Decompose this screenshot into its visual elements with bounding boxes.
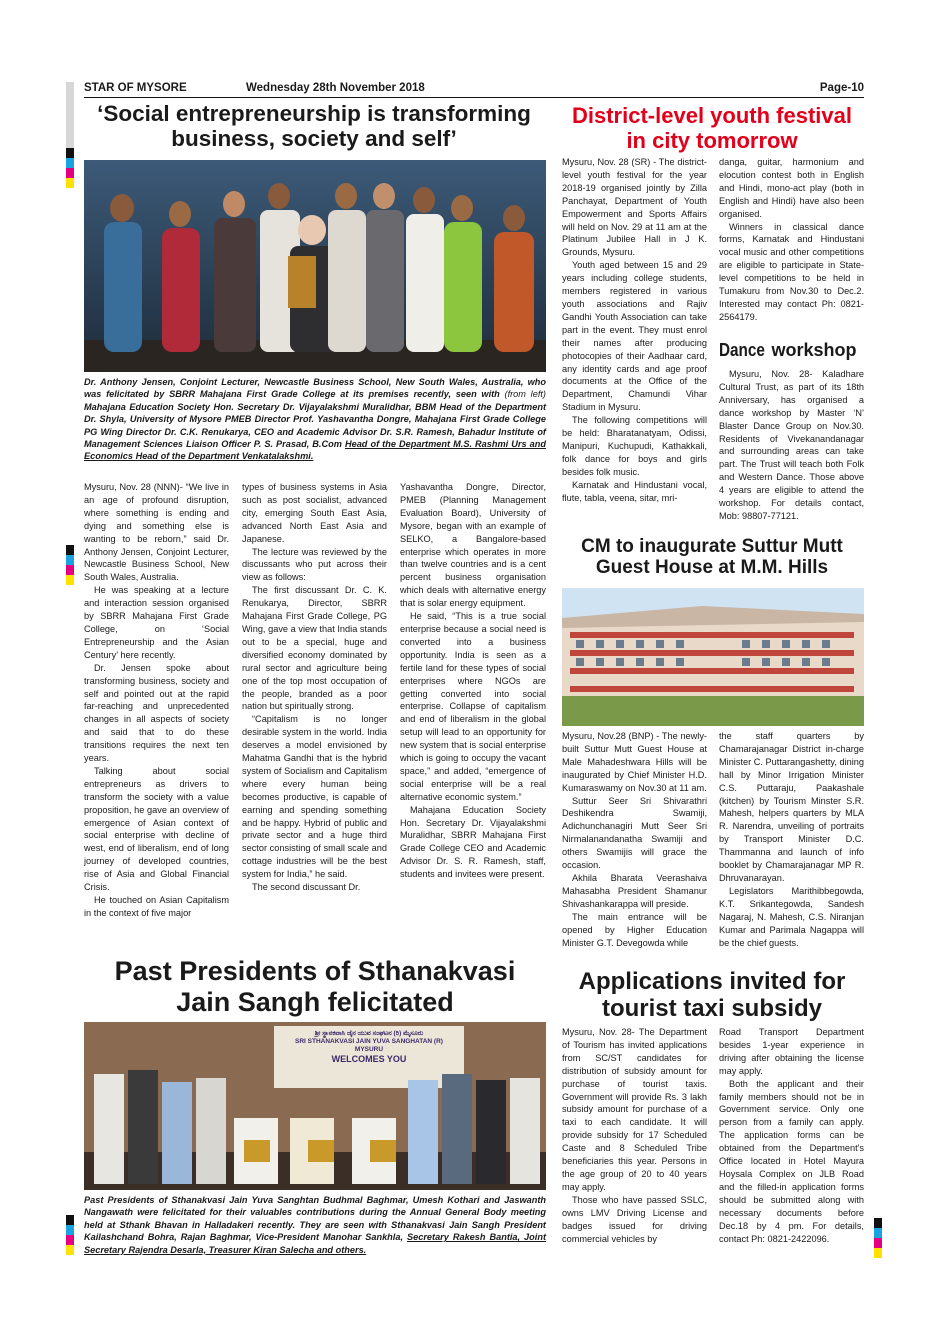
headline-line-1: CM to inaugurate Suttur Mutt bbox=[581, 536, 843, 557]
headline-line-2: Jain Sangh felicitated bbox=[176, 986, 454, 1017]
caption-part-4: Head of the Department M.S. Rashmi Urs and Economics Head of the Department Venkatalakshmi. bbox=[84, 439, 546, 462]
banner-line-1: ಶ್ರೀ ಸ್ಥಾನಕವಾಸಿ ಜೈನ ಯುವ ಸಂಘಟನ (ರಿ) ಮೈಸೂರು bbox=[314, 1030, 424, 1037]
paragraph: He touched on Asian Capitalism in the context of five major bbox=[84, 895, 229, 918]
banner-line-4: WELCOMES YOU bbox=[331, 1054, 407, 1064]
caption-part-1: Dr. Anthony Jensen, Conjoint Lecturer, Newcastle Business School, New South Wales, Australia, who was felicitated by SBRR Mahajana First Grade College at its premises recently, seen with bbox=[84, 377, 546, 400]
paragraph: Road Transport Department besides 1-year experience in driving after obtaining the license may apply. bbox=[719, 1027, 864, 1076]
photo-caption-college bbox=[84, 376, 546, 463]
paragraph: Suttur Seer Sri Shivarathri Deshikendra Swamiji, Adichunchanagiri Mutt Seer Sri Nirmalanandanatha Swamiji and others Swamijis will grace the occasion. bbox=[562, 795, 707, 871]
headline-word-2: workshop bbox=[771, 340, 857, 360]
article4-column-2 bbox=[719, 730, 864, 949]
paragraph: The lecture was reviewed by the discussants who put across their view as follows: bbox=[242, 546, 387, 583]
article4-column-1 bbox=[562, 730, 707, 949]
headline-line-1: ‘Social entrepreneurship is transforming bbox=[97, 101, 531, 126]
headline-line-1: District-level youth festival bbox=[572, 103, 852, 128]
registration-marks-middle bbox=[66, 545, 74, 585]
headline-dance-workshop bbox=[719, 340, 864, 361]
banner-line-3: MYSURU bbox=[354, 1046, 384, 1053]
paragraph: The main entrance will be opened by Higher Education Minister G.T. Devegowda while bbox=[562, 911, 707, 948]
paragraph: Legislators Marithibbegowda, K.T. Srikantegowda, Sandesh Nagaraj, N. Mahesh, C.S. Niranjan Kumar and Parimala Nagappa will be the chief guests. bbox=[719, 885, 864, 948]
group-photo-illustration bbox=[84, 160, 546, 372]
headline-line-2: business, society and self’ bbox=[171, 126, 457, 152]
paragraph: Karnatak and Hindustani vocal, flute, tabla, veena, sitar, mri- bbox=[562, 479, 707, 503]
paragraph: Mysuru, Nov. 28- The Department of Tourism has invited applications from SC/ST candidates for distribution of subsidy amount for purchase of tourist taxis. Government will provide Rs. 3 lakh subsidy amount for purchase of a taxi to each candidate. It will provide subsidy for 17 Scheduled Caste and 8 Scheduled Tribe beneficiaries this year. Persons in the age group of 20 to 40 years may apply. bbox=[562, 1027, 707, 1192]
paragraph: He said, “This is a true social enterprise because a social need is converted into a business opportunity. India is seen as a fertile land for these types of social enterprises where NGOs are getting converted into social enterprise. Collapse of capitalism and end of liberalism in the global setup will lead to an opportunity for new system that is social enterprise which is going to occupy the vacant space,” and added, “emergence of social enterprise will be a real alternative economic system.” bbox=[400, 611, 546, 802]
headline-line-2: in city tomorrow bbox=[626, 127, 798, 153]
banner-line-2: SRI STHANAKVASI JAIN YUVA SANGHATAN (R) bbox=[295, 1038, 443, 1045]
article1-column-1 bbox=[84, 481, 229, 920]
paragraph: He was speaking at a lecture and interaction session organised by SBRR Mahajana First Grade College, on ‘Social Entrepreneurship and the Asian Century’ here recently. bbox=[84, 585, 229, 660]
group-photo-jain-sangh bbox=[84, 1022, 546, 1190]
registration-marks-bottom bbox=[66, 1215, 74, 1255]
paragraph: Mysuru, Nov. 28- Kaladhare Cultural Trust, as part of its 18th Anniversary, has organised a dance workshop by Master ‘N’ Blaster Dance Group on Nov.30. Residents of Vivekanandanagar and surrounding areas can take part. The Trust will teach both Folk and Western Dance. Those above 4 years are eligible to attend the workshop. For details contact, Mob: 98807-77121. bbox=[719, 369, 864, 521]
article2-column-2 bbox=[719, 156, 864, 324]
paragraph: Mahajana Education Society Hon. Secretary Dr. Vijayalakshmi Muralidhar, SBRR Mahajana First Grade College CEO and Academic Advisor Dr. S. R. Ramesh, staff, students and invitees were present. bbox=[400, 804, 546, 880]
paragraph: Youth aged between 15 and 29 years including college students, members registered in various youth associations and Rajiv Gandhi Youth Association can take part in the event. They must enrol their names after producing photocopies of their Aadhaar card, any identity cards and age proof documents at the Office of the Department, Chamundi Vihar Stadium in Mysuru. bbox=[562, 260, 707, 413]
paragraph: Mysuru, Nov.28 (BNP) - The newly-built Suttur Mutt Guest House at Male Mahadeshwara Hills will be inaugurated by Chief Minister H.D. Kumaraswamy on Nov.30 at 11 am. bbox=[562, 731, 707, 793]
article1-column-2 bbox=[242, 481, 387, 894]
article6-column-2 bbox=[719, 1026, 864, 1245]
paragraph: Dr. Jensen spoke about transforming business, society and self and pointed out at the rapid far-reaching and unprecedented changes in all aspects of society and said that to do these transitions requires the next ten years. bbox=[84, 662, 229, 764]
headline-line-2: Guest House at M.M. Hills bbox=[595, 557, 829, 579]
caption-part-2: Secretary Rakesh Bantia, Joint Secretary Rajendra Desarla, Treasurer Kiran Salecha and others. bbox=[84, 1232, 547, 1255]
caption-part-2: (from left) bbox=[504, 389, 546, 400]
headline-jain-sangh bbox=[84, 956, 546, 1017]
paper-name: STAR OF MYSORE bbox=[84, 82, 187, 94]
headline-tourist-taxi bbox=[557, 968, 867, 1022]
issue-date: Wednesday 28th November 2018 bbox=[246, 82, 425, 94]
paragraph: Yashavantha Dongre, Director, PMEB (Planning Management Evaluation Board), University of Mysore, began with an example of SELKO, a Bangalore-based enterprise which operates in more than twelve countries and is a cent percent business organisation which deals with alternative energy that is solar energy equipment. bbox=[400, 482, 546, 609]
article6-column-1 bbox=[562, 1026, 707, 1245]
headline-line-1: Past Presidents of Sthanakvasi bbox=[114, 956, 516, 986]
article1-column-3 bbox=[400, 481, 546, 881]
paragraph: The second discussant Dr. bbox=[252, 882, 361, 893]
article3-body bbox=[719, 368, 864, 523]
paragraph: the staff quarters by Chamarajanagar District in-charge Minister C. Puttarangashetty, dining hall by Minor Irrigation Minister C.S. Puttaraju, Paakashale (kitchen) by Tourism Minster S.R. Mahesh, helpers quarters by MLA R. Narendra, unveiling of portraits by Transport Minister D.C. Thammanna and launch of info booklet by Chamarajanagar MP R. Dhruvanarayan. bbox=[719, 731, 864, 883]
headline-word-1: Dance bbox=[719, 340, 765, 360]
paragraph: Both the applicant and their family members should not be in Government service. Only one person from a family can apply. The application forms can be obtained from the Department's Office located in Hotel Mayura Hoysala Complex on JLB Road and the filled-in application forms should be submitted along with necessary documents before Dec.18 by 4 pm. For details, contact Ph: 0821-2422096. bbox=[719, 1078, 864, 1244]
headline-suttur-mutt bbox=[557, 536, 867, 579]
headline-line-2: tourist taxi subsidy bbox=[601, 995, 823, 1023]
guest-house-illustration bbox=[562, 588, 864, 726]
paragraph: The first discussant Dr. C. K. Renukarya, Director, SBRR Mahajana First Grade College, PG Wing, gave a view that India stands out to be a special, huge and diversified economy dominated by rural sector and agriculture being one of the top most occupation of the people, branded as a poor nation but spiritually strong. bbox=[242, 585, 387, 712]
photo-caption-jain-sangh bbox=[84, 1194, 546, 1256]
page-number: Page-10 bbox=[819, 82, 864, 94]
article2-column-1 bbox=[562, 156, 707, 504]
headline-youth-festival bbox=[557, 104, 867, 154]
registration-marks-right bbox=[874, 1218, 882, 1258]
paragraph: Akhila Bharata Veerashaiva Mahasabha President Shamanur Shivashankarappa will preside. bbox=[562, 872, 707, 909]
caption-part-3: Mahajana Education Society Hon. Secretary Dr. Vijayalakshmi Muralidhar, BBM Head of the Department Dr. Shyla, University of Mysore PMEB Director Prof. Yashavantha Dongre, Mahajana First Grade College PG Wing Director Dr. C.K. Renukarya, CEO and Academic Advisor Dr. S.R. Ramesh, Bahadur Institute of Management Sciences Liaison Officer P. S. Prasad, B.Com bbox=[84, 401, 546, 450]
paragraph: Mysuru, Nov. 28 (SR) - The district-level youth festival for the year 2018-19 organised jointly by Zilla Panchayat, Department of Youth Empowerment and Sports Affairs will held on Nov. 29 at 11 am at the Platinum Jubilee Hall in J K. Grounds, Mysuru. bbox=[562, 157, 707, 258]
group-photo-college bbox=[84, 160, 546, 372]
paragraph: Talking about social entrepreneurs as drivers to transform the society with a value proposition, he gave an overview of emergence of Asian context of social enterprise with decline of west, end of liberalism, end of long journey of developed countries, rise of Asia and Global Financial Crisis. bbox=[84, 765, 229, 893]
masthead bbox=[84, 82, 864, 98]
paragraph: The following competitions will be held: Bharatanatyam, Odissi, Manipuri, Kuchupudi, Kathakkali, folk dance for boys and girls besides folk music. bbox=[562, 415, 707, 477]
masthead-rule bbox=[84, 97, 864, 98]
photo-guest-house bbox=[562, 588, 864, 726]
paragraph: Those who have passed SSLC, owns LMV Driving License and badges issued for driving commercial vehicles by bbox=[562, 1194, 707, 1244]
headline-line-1: Applications invited for bbox=[578, 968, 846, 995]
registration-marks-top bbox=[66, 82, 74, 188]
paragraph: Mysuru, Nov. 28 (NNN)- “We live in an age of profound disruption, where something is ending and dying and something else is wanting to be reborn,” said Dr. Anthony Jensen, Conjoint Lecturer, Newcastle Business School, New South Wales, Australia. bbox=[84, 482, 229, 583]
caption-part-1: Past Presidents of Sthanakvasi Jain Yuva Sanghtan Budhmal Baghmar, Umesh Kothari and Jaswanth Nangawath were felicitated for their valuables contributions during the Annual General Body meeting held at Sthank Bhavan in Halladakeri recently. They are seen with Sthanakvasi Jain Sangh President Kailashchand Bohra, Rajan Baghmar, Vice-President Manohar Sankhla, bbox=[84, 1195, 546, 1243]
paragraph: “Capitalism is no longer desirable system in the world. India deserves a model envisioned by Mahatma Gandhi that is the hybrid system of Socialism and Capitalism where every human being becomes productive, is capable of earning and spending something and be happy. Hybrid of public and private sector and a huge third sector consisting of small scale and cottage industries will be the best system for India,” he said. bbox=[242, 714, 387, 880]
paragraph: Winners in classical dance forms, Karnatak and Hindustani vocal music and other competitions are eligible to participate in State-level competitions to be held in Tumakuru from Nov.30 to Dec.2. Interested may contact Ph: 0821-2564179. bbox=[719, 221, 864, 322]
paragraph: types of business systems in Asia such as post socialist, advanced city, emerging South East Asia, advanced North East Asia and Japanese. bbox=[242, 482, 387, 544]
paragraph: danga, guitar, harmonium and elocution contest both in English and Hindi, mono-act play (both in English and Hindi) have also been organised. bbox=[719, 157, 864, 219]
welcome-banner bbox=[280, 1030, 458, 1065]
headline-social-entrepreneurship bbox=[84, 101, 544, 152]
